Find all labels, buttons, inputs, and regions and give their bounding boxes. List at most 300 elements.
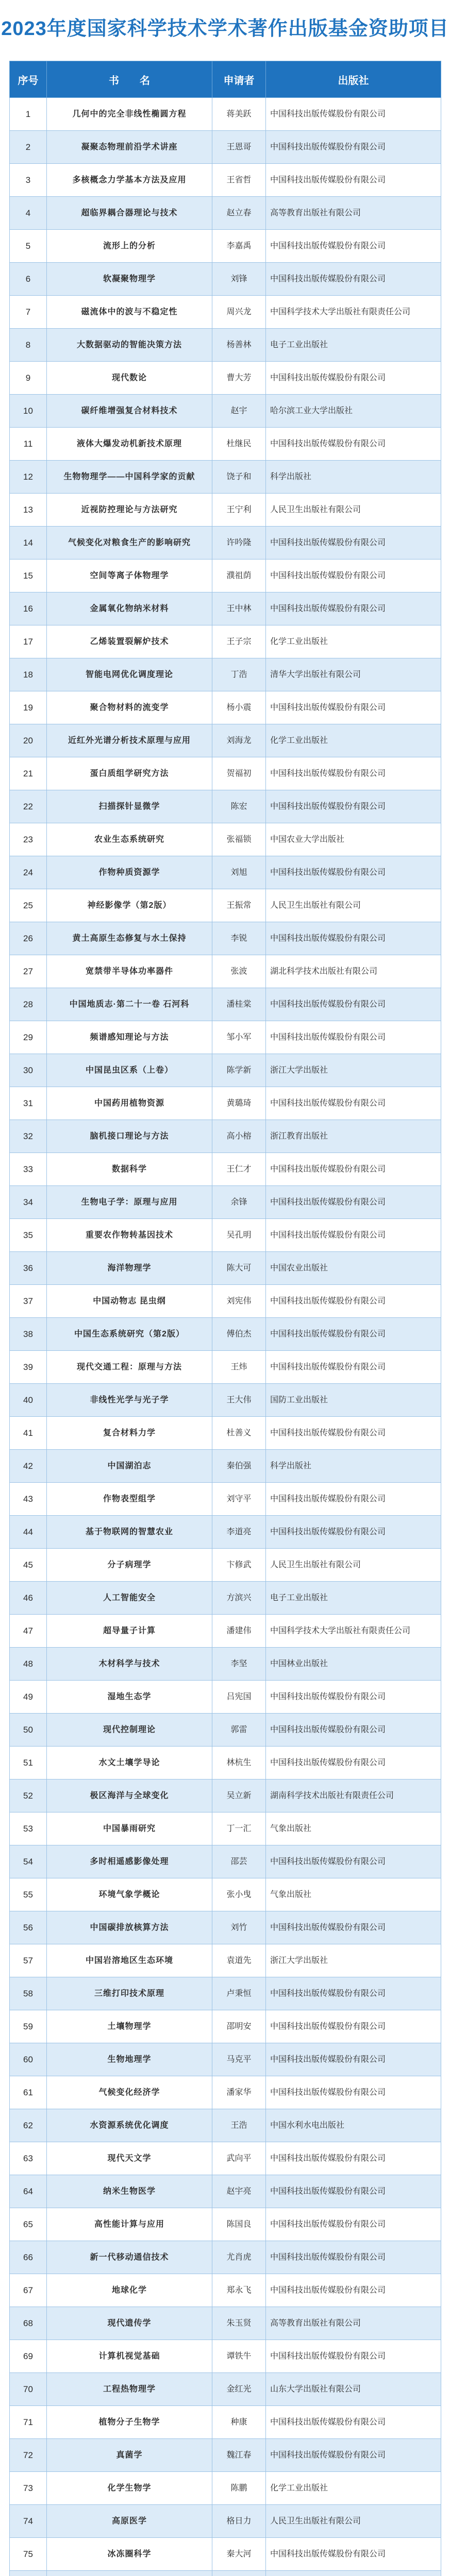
row-number: 75 (10, 2538, 47, 2571)
row-number: 2 (10, 131, 47, 164)
book-title: 作物种质资源学 (47, 856, 212, 889)
table-row (10, 1120, 441, 1153)
publisher-name: 中国科技出版传媒股份有限公司 (266, 1714, 441, 1747)
applicant-name: 尤肖虎 (212, 2241, 266, 2274)
table-row (10, 1186, 441, 1219)
row-number: 33 (10, 1153, 47, 1186)
book-title: 水资源系统优化调度 (47, 2109, 212, 2142)
row-number: 16 (10, 592, 47, 625)
applicant-name: 丁一汇 (212, 1812, 266, 1845)
header-title: 书 名 (47, 61, 212, 98)
applicant-name: 王振常 (212, 889, 266, 922)
publisher-name: 湖南科学技术出版社有限责任公司 (266, 1780, 441, 1812)
publisher-name: 中国科技出版传媒股份有限公司 (266, 2439, 441, 2472)
table-row (10, 1812, 441, 1845)
table-row (10, 2076, 441, 2109)
row-number: 23 (10, 823, 47, 856)
publisher-name: 中国科技出版传媒股份有限公司 (266, 1186, 441, 1219)
applicant-name: 卞修武 (212, 1549, 266, 1582)
applicant-name: 陈宏 (212, 790, 266, 823)
book-title: 智能电网优化调度理论 (47, 658, 212, 691)
book-title: 环境气象学概论 (47, 1878, 212, 1911)
applicant-name: 赵立春 (212, 197, 266, 230)
row-number: 73 (10, 2472, 47, 2505)
table-body (10, 98, 441, 2576)
row-number: 61 (10, 2076, 47, 2109)
table-row (10, 592, 441, 625)
table-row (10, 1417, 441, 1450)
book-title: 作物表型组学 (47, 1483, 212, 1516)
row-number: 60 (10, 2043, 47, 2076)
publisher-name: 中国科技出版传媒股份有限公司 (266, 1977, 441, 2010)
table-row (10, 2340, 441, 2373)
row-number: 59 (10, 2010, 47, 2043)
book-title: 几何中的完全非线性椭圆方程 (47, 98, 212, 131)
book-title: 现代天文学 (47, 2142, 212, 2175)
row-number: 50 (10, 1714, 47, 1747)
applicant-name: 秦大河 (212, 2538, 266, 2571)
applicant-name: 林杭生 (212, 1747, 266, 1780)
book-title: 中国碳排放核算方法 (47, 1911, 212, 1944)
table-row (10, 2109, 441, 2142)
row-number: 39 (10, 1351, 47, 1384)
publisher-name: 高等教育出版社有限公司 (266, 2307, 441, 2340)
publisher-name: 气象出版社 (266, 1878, 441, 1911)
book-title: 现代交通工程：原理与方法 (47, 1351, 212, 1384)
publisher-name: 中国科技出版传媒股份有限公司 (266, 1153, 441, 1186)
row-number: 56 (10, 1911, 47, 1944)
publisher-name: 中国科技出版传媒股份有限公司 (266, 2043, 441, 2076)
row-number: 6 (10, 263, 47, 296)
applicant-name: 李坚 (212, 1648, 266, 1681)
table-row (10, 1780, 441, 1812)
row-number: 46 (10, 1582, 47, 1615)
applicant-name: 潘家华 (212, 2076, 266, 2109)
publisher-name: 中国科技出版传媒股份有限公司 (266, 1351, 441, 1384)
row-number: 24 (10, 856, 47, 889)
header-publisher: 出版社 (266, 61, 441, 98)
applicant-name: 傅伯杰 (212, 1318, 266, 1351)
applicant-name: 刘竹 (212, 1911, 266, 1944)
book-title: 非线性光学与光子学 (47, 1384, 212, 1417)
book-title: 空间等离子体物理学 (47, 560, 212, 592)
table-row (10, 1318, 441, 1351)
book-title: 重要农作物转基因技术 (47, 1219, 212, 1252)
table-row (10, 856, 441, 889)
book-title: 极区海洋与全球变化 (47, 1780, 212, 1812)
publisher-name: 中国科技出版传媒股份有限公司 (266, 2175, 441, 2208)
applicant-name: 王中林 (212, 592, 266, 625)
applicant-name: 刘海龙 (212, 724, 266, 757)
publisher-name: 山东大学出版社有限公司 (266, 2373, 441, 2406)
applicant-name: 刘宪伟 (212, 1285, 266, 1318)
row-number: 51 (10, 1747, 47, 1780)
table-row (10, 691, 441, 724)
table-row (10, 395, 441, 428)
applicant-name: 王子宗 (212, 625, 266, 658)
book-title: 冰冻圈科学 (47, 2538, 212, 2571)
table-row (10, 1087, 441, 1120)
table-row (10, 724, 441, 757)
publisher-name: 中国科学技术大学出版社有限责任公司 (266, 296, 441, 329)
applicant-name: 曹大芳 (212, 362, 266, 395)
applicant-name: 许吟隆 (212, 527, 266, 560)
page-title: 2023年度国家科学技术学术著作出版基金资助项目 (1, 18, 449, 40)
book-title: 乙烯装置裂解炉技术 (47, 625, 212, 658)
publisher-name: 中国农业出版社 (266, 1252, 441, 1285)
header-no: 序号 (10, 61, 47, 98)
applicant-name: 郑永飞 (212, 2274, 266, 2307)
publisher-name: 中国科技出版传媒股份有限公司 (266, 1219, 441, 1252)
row-number: 8 (10, 329, 47, 362)
book-title: 复合材料力学 (47, 1417, 212, 1450)
row-number: 55 (10, 1878, 47, 1911)
row-number: 49 (10, 1681, 47, 1714)
applicant-name: 陈大可 (212, 1252, 266, 1285)
applicant-name: 周兴龙 (212, 296, 266, 329)
table-row (10, 1582, 441, 1615)
book-title: 黄土高原生态修复与水土保持 (47, 922, 212, 955)
applicant-name: 陈国良 (212, 2208, 266, 2241)
applicant-name: 潘建伟 (212, 1615, 266, 1648)
book-title: 计算机视觉基础 (47, 2340, 212, 2373)
publisher-name: 中国科技出版传媒股份有限公司 (266, 757, 441, 790)
applicant-name: 王恩哥 (212, 131, 266, 164)
table-row (10, 2439, 441, 2472)
book-title: 生物地理学 (47, 2043, 212, 2076)
applicant-name: 刘旭 (212, 856, 266, 889)
publisher-name: 高等教育出版社有限公司 (266, 197, 441, 230)
row-number: 47 (10, 1615, 47, 1648)
table-row (10, 1549, 441, 1582)
book-title: 近红外光谱分析技术原理与应用 (47, 724, 212, 757)
publisher-name: 中国科技出版传媒股份有限公司 (266, 856, 441, 889)
book-title: 宽禁带半导体功率器件 (47, 955, 212, 988)
row-number: 28 (10, 988, 47, 1021)
row-number: 72 (10, 2439, 47, 2472)
book-title: 木材科学与技术 (47, 1648, 212, 1681)
publisher-name: 中国科技出版传媒股份有限公司 (266, 428, 441, 461)
table-row (10, 1285, 441, 1318)
table-row (10, 2373, 441, 2406)
row-number: 57 (10, 1944, 47, 1977)
row-number: 53 (10, 1812, 47, 1845)
row-number: 34 (10, 1186, 47, 1219)
header-author: 申请者 (212, 61, 266, 98)
applicant-name: 王浩 (212, 2109, 266, 2142)
applicant-name: 邵芸 (212, 1845, 266, 1878)
row-number: 7 (10, 296, 47, 329)
book-title: 频谱感知理论与方法 (47, 1021, 212, 1054)
row-number: 22 (10, 790, 47, 823)
book-title: 碳纤维增强复合材料技术 (47, 395, 212, 428)
row-number: 1 (10, 98, 47, 131)
table-row (10, 1450, 441, 1483)
publisher-name: 中国科技出版传媒股份有限公司 (266, 362, 441, 395)
publisher-name: 中国科技出版传媒股份有限公司 (266, 2208, 441, 2241)
row-number: 74 (10, 2505, 47, 2538)
row-number: 62 (10, 2109, 47, 2142)
row-number: 29 (10, 1021, 47, 1054)
publisher-name: 中国科技出版传媒股份有限公司 (266, 527, 441, 560)
publisher-name: 中国科技出版传媒股份有限公司 (266, 790, 441, 823)
table-row (10, 1615, 441, 1648)
row-number: 44 (10, 1516, 47, 1549)
table-row (10, 560, 441, 592)
publisher-name: 中国科技出版传媒股份有限公司 (266, 1417, 441, 1450)
book-title: 超临界耦合器理论与技术 (47, 197, 212, 230)
publisher-name: 中国科技出版传媒股份有限公司 (266, 2274, 441, 2307)
applicant-name: 朱玉贤 (212, 2307, 266, 2340)
applicant-name: 刘守平 (212, 1483, 266, 1516)
applicant-name: 赵宇 (212, 395, 266, 428)
publisher-name: 中国科技出版传媒股份有限公司 (266, 1021, 441, 1054)
book-title: 中国岩溶地区生态环境 (47, 1944, 212, 1977)
publisher-name: 人民卫生出版社有限公司 (266, 1549, 441, 1582)
applicant-name: 格日力 (212, 2505, 266, 2538)
book-title: 中国动物志 昆虫纲 (47, 1285, 212, 1318)
applicant-name (212, 2571, 266, 2576)
table-row (10, 2043, 441, 2076)
book-title: 多核概念力学基本方法及应用 (47, 164, 212, 197)
book-title: 气候变化经济学 (47, 2076, 212, 2109)
book-title: 高原医学 (47, 2505, 212, 2538)
table-row (10, 1153, 441, 1186)
row-number: 65 (10, 2208, 47, 2241)
row-number: 36 (10, 1252, 47, 1285)
header-row (10, 61, 441, 98)
row-number: 25 (10, 889, 47, 922)
row-number: 13 (10, 494, 47, 527)
table-row (10, 197, 441, 230)
book-title: 植物分子生物学 (47, 2406, 212, 2439)
applicant-name: 谭铁牛 (212, 2340, 266, 2373)
book-title: 生物物理学——中国科学家的贡献 (47, 461, 212, 494)
publisher-name: 国防工业出版社 (266, 1384, 441, 1417)
book-title: 蛋白质组学研究方法 (47, 757, 212, 790)
table-row (10, 1219, 441, 1252)
row-number: 5 (10, 230, 47, 263)
applicant-name: 武向平 (212, 2142, 266, 2175)
table-row (10, 131, 441, 164)
table-row (10, 1054, 441, 1087)
table-row (10, 1384, 441, 1417)
row-number: 19 (10, 691, 47, 724)
table-row (10, 1944, 441, 1977)
applicant-name: 卢秉恒 (212, 1977, 266, 2010)
publisher-name: 电子工业出版社 (266, 329, 441, 362)
applicant-name: 李锐 (212, 922, 266, 955)
row-number: 40 (10, 1384, 47, 1417)
publisher-name: 中国科技出版传媒股份有限公司 (266, 263, 441, 296)
publisher-name: 人民卫生出版社有限公司 (266, 494, 441, 527)
publisher-name: 气象出版社 (266, 1812, 441, 1845)
publisher-name: 人民卫生出版社有限公司 (266, 2505, 441, 2538)
row-number: 30 (10, 1054, 47, 1087)
publisher-name: 化学工业出版社 (266, 724, 441, 757)
book-title: 中国昆虫区系（上卷） (47, 1054, 212, 1087)
row-number: 38 (10, 1318, 47, 1351)
applicant-name: 张福锁 (212, 823, 266, 856)
row-number: 69 (10, 2340, 47, 2373)
publisher-name: 中国科技出版传媒股份有限公司 (266, 164, 441, 197)
row-number: 12 (10, 461, 47, 494)
table-row (10, 823, 441, 856)
book-title: 大数据驱动的智能决策方法 (47, 329, 212, 362)
applicant-name: 王省哲 (212, 164, 266, 197)
publisher-name: 中国农业大学出版社 (266, 823, 441, 856)
publisher-name: 中国科技出版传媒股份有限公司 (266, 988, 441, 1021)
book-title: 软凝聚物理学 (47, 263, 212, 296)
table-row (10, 2175, 441, 2208)
table-row (10, 263, 441, 296)
table-row (10, 296, 441, 329)
applicant-name: 李嘉禹 (212, 230, 266, 263)
book-title: 工程热物理学 (47, 2373, 212, 2406)
row-number: 67 (10, 2274, 47, 2307)
publisher-name: 中国科技出版传媒股份有限公司 (266, 230, 441, 263)
applicant-name: 杨善林 (212, 329, 266, 362)
applicant-name: 种康 (212, 2406, 266, 2439)
applicant-name: 李道亮 (212, 1516, 266, 1549)
applicant-name: 赵宇亮 (212, 2175, 266, 2208)
publisher-name: 中国科技出版传媒股份有限公司 (266, 592, 441, 625)
table-row (10, 2505, 441, 2538)
applicant-name: 吕宪国 (212, 1681, 266, 1714)
applicant-name: 余锋 (212, 1186, 266, 1219)
publisher-name: 湖北科学技术出版社有限公司 (266, 955, 441, 988)
table-row (10, 1681, 441, 1714)
book-title (47, 2571, 212, 2576)
book-title: 农业生态系统研究 (47, 823, 212, 856)
book-title: 水文土壤学导论 (47, 1747, 212, 1780)
table-row (10, 1252, 441, 1285)
table-row (10, 1977, 441, 2010)
publisher-name: 哈尔滨工业大学出版社 (266, 395, 441, 428)
row-number: 11 (10, 428, 47, 461)
table-row (10, 2538, 441, 2571)
book-title: 地球化学 (47, 2274, 212, 2307)
publisher-name: 中国科技出版传媒股份有限公司 (266, 560, 441, 592)
row-number: 17 (10, 625, 47, 658)
publisher-name: 中国科技出版传媒股份有限公司 (266, 2241, 441, 2274)
publisher-name: 化学工业出版社 (266, 625, 441, 658)
row-number (10, 2571, 47, 2576)
row-number: 71 (10, 2406, 47, 2439)
book-title: 金属氧化物纳米材料 (47, 592, 212, 625)
publisher-name: 电子工业出版社 (266, 1582, 441, 1615)
publisher-name: 中国科技出版传媒股份有限公司 (266, 2076, 441, 2109)
publisher-name: 中国科技出版传媒股份有限公司 (266, 2010, 441, 2043)
applicant-name: 丁浩 (212, 658, 266, 691)
row-number: 21 (10, 757, 47, 790)
book-title: 人工智能安全 (47, 1582, 212, 1615)
publisher-name: 浙江教育出版社 (266, 1120, 441, 1153)
applicant-name: 袁道先 (212, 1944, 266, 1977)
row-number: 58 (10, 1977, 47, 2010)
table-row (10, 955, 441, 988)
row-number: 31 (10, 1087, 47, 1120)
applicant-name: 王大伟 (212, 1384, 266, 1417)
table-row (10, 1516, 441, 1549)
applicant-name: 杜善义 (212, 1417, 266, 1450)
publisher-name: 中国科技出版传媒股份有限公司 (266, 922, 441, 955)
publisher-name: 科学出版社 (266, 1450, 441, 1483)
table-row (10, 2010, 441, 2043)
row-number: 45 (10, 1549, 47, 1582)
row-number: 54 (10, 1845, 47, 1878)
book-title: 流形上的分析 (47, 230, 212, 263)
applicant-name: 王仁才 (212, 1153, 266, 1186)
book-title: 聚合物材料的流变学 (47, 691, 212, 724)
book-title: 中国暴雨研究 (47, 1812, 212, 1845)
row-number: 48 (10, 1648, 47, 1681)
applicant-name: 饶子和 (212, 461, 266, 494)
table-row (10, 1747, 441, 1780)
applicant-name: 潘桂棠 (212, 988, 266, 1021)
row-number: 3 (10, 164, 47, 197)
table-row (10, 1021, 441, 1054)
book-title: 湿地生态学 (47, 1681, 212, 1714)
publisher-name: 中国水利水电出版社 (266, 2109, 441, 2142)
table-row (10, 329, 441, 362)
publisher-name: 中国科技出版传媒股份有限公司 (266, 1483, 441, 1516)
applicant-name: 黄璐琦 (212, 1087, 266, 1120)
book-title: 数据科学 (47, 1153, 212, 1186)
applicant-name: 金红光 (212, 2373, 266, 2406)
book-title: 脑机接口理论与方法 (47, 1120, 212, 1153)
applicant-name: 张小曳 (212, 1878, 266, 1911)
book-title: 纳米生物医学 (47, 2175, 212, 2208)
row-number: 18 (10, 658, 47, 691)
table-row (10, 2241, 441, 2274)
book-title: 高性能计算与应用 (47, 2208, 212, 2241)
book-title: 神经影像学（第2版） (47, 889, 212, 922)
publisher-name: 中国科技出版传媒股份有限公司 (266, 2538, 441, 2571)
table-row (10, 625, 441, 658)
applicant-name: 郭雷 (212, 1714, 266, 1747)
row-number: 9 (10, 362, 47, 395)
book-title: 分子病理学 (47, 1549, 212, 1582)
book-title: 现代数论 (47, 362, 212, 395)
table-row (10, 1911, 441, 1944)
row-number: 41 (10, 1417, 47, 1450)
publisher-name: 中国科技出版传媒股份有限公司 (266, 691, 441, 724)
applicant-name: 吴立新 (212, 1780, 266, 1812)
publisher-name: 中国科技出版传媒股份有限公司 (266, 131, 441, 164)
publisher-name: 中国林业出版社 (266, 1648, 441, 1681)
book-title: 中国生态系统研究（第2版） (47, 1318, 212, 1351)
applicant-name: 王宁利 (212, 494, 266, 527)
book-title: 化学生物学 (47, 2472, 212, 2505)
table-row (10, 2274, 441, 2307)
book-title: 凝聚态物理前沿学术讲座 (47, 131, 212, 164)
publisher-name: 浙江大学出版社 (266, 1054, 441, 1087)
table-row (10, 1714, 441, 1747)
publisher-name: 中国科技出版传媒股份有限公司 (266, 1087, 441, 1120)
publisher-name: 中国科技出版传媒股份有限公司 (266, 1516, 441, 1549)
publisher-name: 科学出版社 (266, 461, 441, 494)
row-number: 20 (10, 724, 47, 757)
row-number: 15 (10, 560, 47, 592)
table-row (10, 1648, 441, 1681)
publisher-name: 中国科技出版传媒股份有限公司 (266, 2340, 441, 2373)
table-row (10, 2571, 441, 2576)
table-row (10, 757, 441, 790)
table-row (10, 889, 441, 922)
row-number: 64 (10, 2175, 47, 2208)
table-row (10, 1351, 441, 1384)
